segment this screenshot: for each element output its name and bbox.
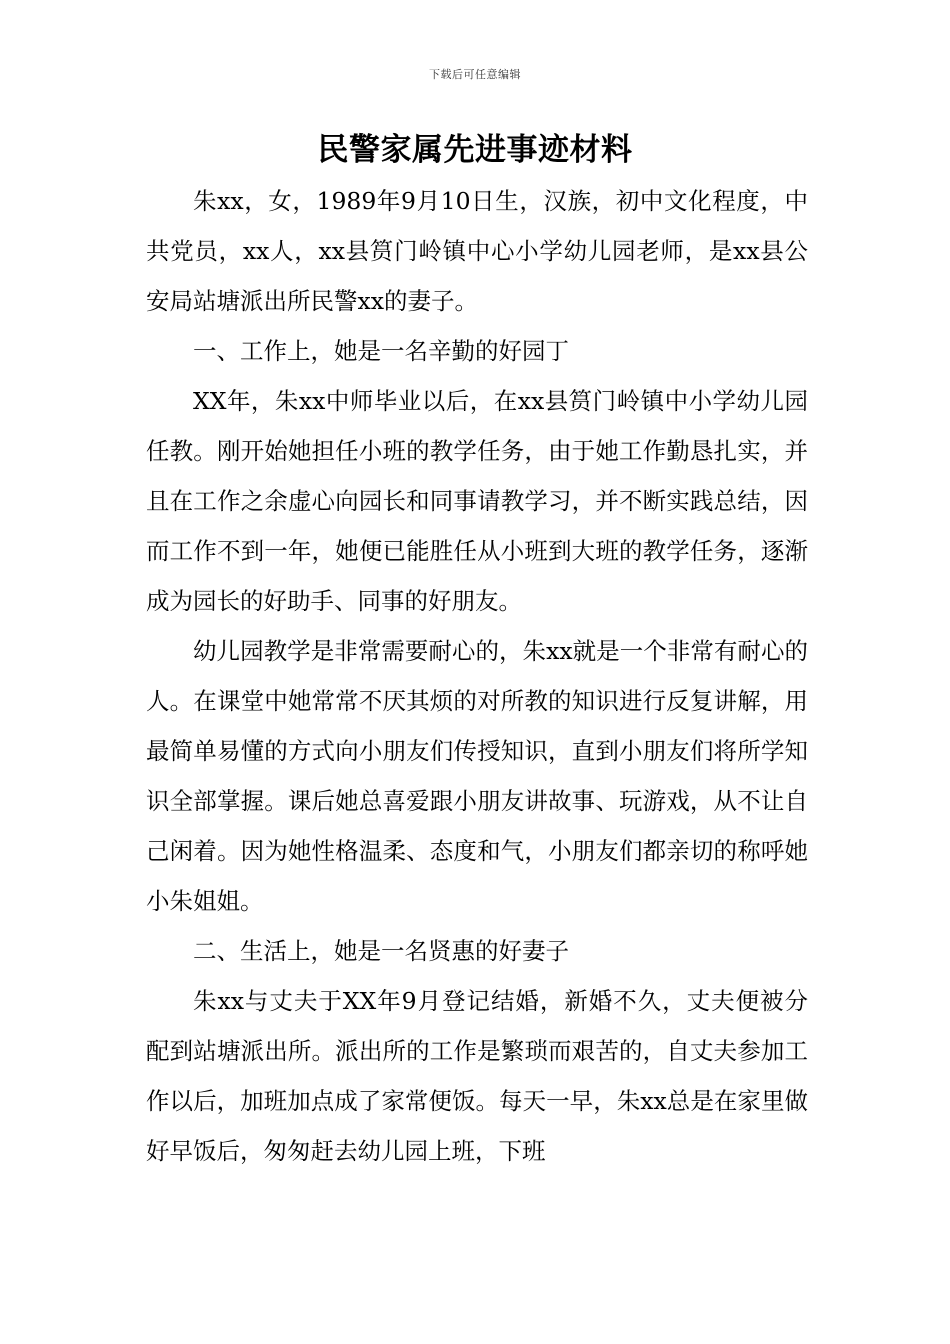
document-body (146, 176, 808, 1176)
header-note: 下载后可任意编辑 (429, 68, 521, 81)
paragraph-intro: 朱xx，女，1989年9月10日生，汉族，初中文化程度，中共党员，xx人，xx县筼门岭镇中心小学幼儿园老师，是xx县公安局站塘派出所民警xx的妻子。 (146, 187, 808, 315)
paragraph-life-1: 朱xx与丈夫于XX年9月登记结婚，新婚不久，丈夫便被分配到站塘派出所。派出所的工作是繁琐而艰苦的，自丈夫参加工作以后，加班加点成了家常便饭。每天一早，朱xx总是在家里做好早饭后，匆匆赶去幼儿园上班，下班 (146, 987, 808, 1165)
paragraph-work-2: 幼儿园教学是非常需要耐心的，朱xx就是一个非常有耐心的人。在课堂中她常常不厌其烦的对所教的知识进行反复讲解，用最简单易懂的方式向小朋友们传授知识，直到小朋友们将所学知识全部掌握。课后她总喜爱跟小朋友讲故事、玩游戏，从不让自己闲着。因为她性格温柔、态度和气，小朋友们都亲切的称呼她小朱姐姐。 (146, 637, 808, 915)
paragraph-work-1: XX年，朱xx中师毕业以后，在xx县筼门岭镇中小学幼儿园任教。刚开始她担任小班的教学任务，由于她工作勤恳扎实，并且在工作之余虚心向园长和同事请教学习，并不断实践总结，因而工作不到一年，她便已能胜任从小班到大班的教学任务，逐渐成为园长的好助手、同事的好朋友。 (146, 387, 808, 615)
section-heading-life: 二、生活上，她是一名贤惠的好妻子 (193, 937, 569, 965)
section-heading-work: 一、工作上，她是一名辛勤的好园丁 (193, 337, 569, 365)
document-title: 民警家属先进事迹材料 (317, 132, 633, 168)
